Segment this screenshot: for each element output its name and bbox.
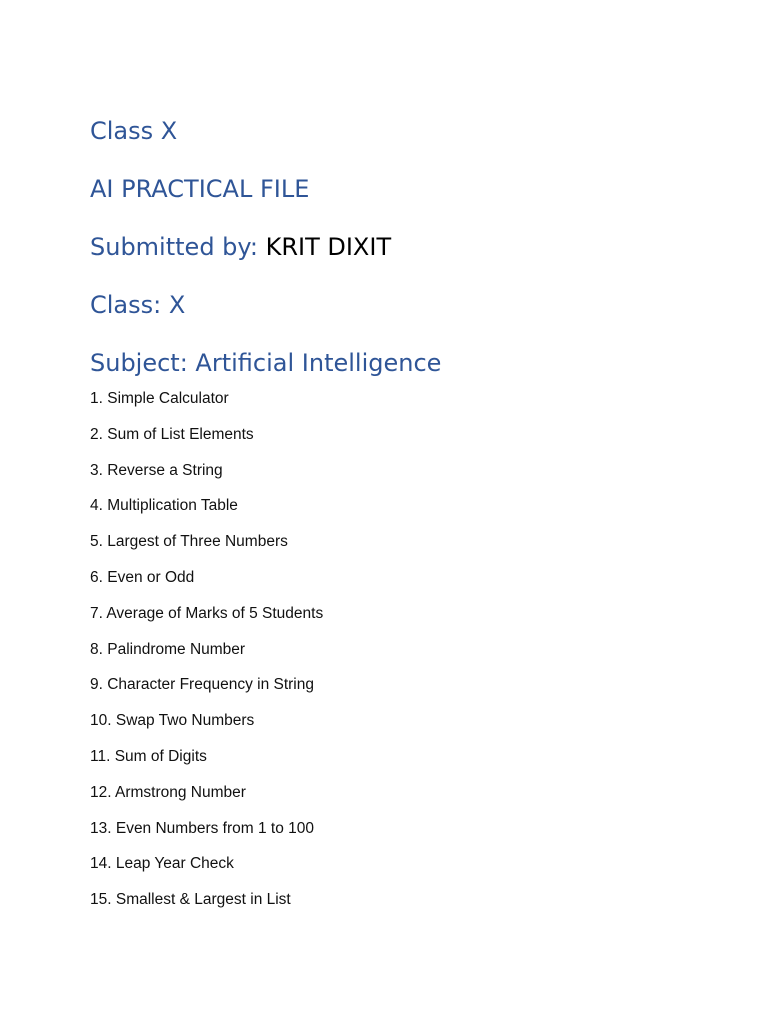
- list-item: 2. Sum of List Elements: [90, 425, 254, 443]
- class-heading: Class X: [90, 117, 178, 145]
- list-item: 9. Character Frequency in String: [90, 676, 314, 694]
- list-item: 6. Even or Odd: [90, 568, 195, 586]
- list-item: 15. Smallest & Largest in List: [90, 891, 291, 909]
- list-item: 7. Average of Marks of 5 Students: [90, 604, 324, 622]
- list-item: 14. Leap Year Check: [90, 855, 234, 873]
- list-item: 5. Largest of Three Numbers: [90, 533, 288, 551]
- submitted-by-line: [90, 229, 730, 265]
- list-item: 10. Swap Two Numbers: [90, 712, 255, 730]
- list-item: 11. Sum of Digits: [90, 747, 207, 765]
- document-page: [90, 113, 730, 918]
- list-item: 4. Multiplication Table: [90, 497, 238, 515]
- list-item: 13. Even Numbers from 1 to 100: [90, 819, 315, 837]
- list-item: 3. Reverse a String: [90, 461, 223, 479]
- subject-heading: Subject: Artificial Intelligence: [90, 349, 442, 377]
- class-info: Class: X: [90, 291, 186, 319]
- submitted-by-label: Submitted by:: [90, 233, 258, 261]
- list-item: 8. Palindrome Number: [90, 640, 246, 658]
- program-list: [90, 381, 730, 918]
- list-item: 1. Simple Calculator: [90, 390, 229, 407]
- list-item: 12. Armstrong Number: [90, 783, 246, 801]
- file-title: AI PRACTICAL FILE: [90, 175, 310, 203]
- student-name: KRIT DIXIT: [265, 233, 392, 261]
